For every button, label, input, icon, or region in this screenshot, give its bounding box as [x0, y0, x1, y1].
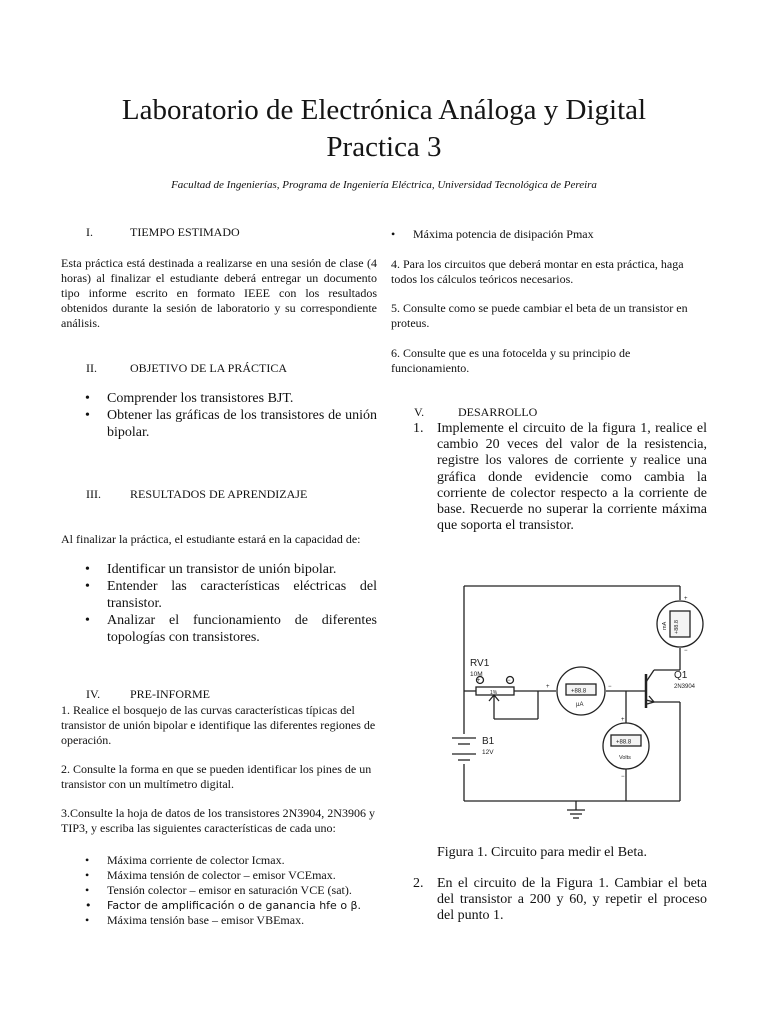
voltmeter-minus: − [621, 774, 625, 780]
list-item-number: 1. [413, 421, 424, 436]
list-item: • Entender las características eléctricas del transistor. [82, 578, 377, 612]
preinforme-item-6: 6. Consulte que es una fotocelda y su principio de funcionamiento. [391, 346, 631, 375]
section-number: V. [414, 405, 425, 419]
section-number: I. [86, 225, 93, 239]
preinforme-item-1: 1. Realice el bosquejo de las curvas características típicas del transistor de unión bipolar e identifique las diferentes regiones de operación. [61, 703, 376, 747]
section-number: III. [86, 487, 101, 501]
list-item-text: En el circuito de la Figura 1. Cambiar el beta del transistor a 200 y 60, y repetir el proceso del punto 1. [437, 876, 707, 924]
voltmeter-display: +88.8 [616, 739, 632, 746]
voltmeter-plus: + [621, 717, 625, 723]
ammeter-ua-minus: − [608, 684, 612, 690]
pot-plus: + [476, 678, 481, 684]
q1-part: 2N3904 [674, 684, 696, 690]
list-item: • Comprender los transistores BJT. [82, 390, 377, 407]
list-item [413, 421, 707, 534]
ammeter-ua-display: +88.8 [571, 688, 587, 695]
datasheet-list-continued [388, 227, 708, 242]
development-list-1 [413, 421, 707, 534]
outcomes-list [82, 561, 377, 646]
preinforme-item-3: 3.Consulte la hoja de datos de los transistores 2N3904, 2N3906 y TIP3, y escriba las siguientes características de cada uno: [61, 806, 375, 835]
list-item: • Identificar un transistor de unión bipolar. [82, 561, 377, 578]
section-number: II. [86, 361, 97, 375]
sec1-paragraph: Esta práctica está destinada a realizarse en una sesión de clase (4 horas) al finalizar el estudiante deberá entregar un documento tipo informe escrito en formato IEEE con los resultados obtenidos durante la sesión de laboratorio y su correspondiente análisis. [61, 256, 377, 330]
section-title: TIEMPO ESTIMADO [130, 225, 240, 239]
section-title: RESULTADOS DE APRENDIZAJE [130, 487, 308, 501]
preinforme-item-5: 5. Consulte como se puede cambiar el beta de un transistor en proteus. [391, 301, 688, 330]
b1-label: B1 [482, 736, 495, 747]
section-title: DESARROLLO [458, 405, 538, 419]
objectives-list [82, 390, 377, 441]
pot-minus: − [507, 678, 511, 684]
subtitle: Facultad de Ingenierías, Programa de Ingeniería Eléctrica, Universidad Tecnológica de Pereira [171, 179, 597, 191]
title-line-2: Practica 3 [326, 131, 442, 163]
list-item: • Máxima tensión base – emisor VBEmax. [82, 913, 377, 928]
list-item: • Máxima corriente de colector Icmax. [82, 853, 377, 868]
circuit-figure [440, 578, 710, 828]
sec3-intro: Al finalizar la práctica, el estudiante estará en la capacidad de: [61, 532, 361, 546]
preinforme-item-4: 4. Para los circuitos que deberá montar en esta práctica, haga todos los cálculos teóricos necesarios. [391, 257, 684, 286]
ammeter-ua-unit: µA [576, 702, 584, 708]
list-item: • Factor de amplificación o de ganancia hfe o β. [82, 898, 377, 913]
section-number: IV. [86, 687, 101, 701]
ammeter-ma-plus: + [684, 596, 688, 602]
preinforme-item-2: 2. Consulte la forma en que se pueden identificar los pines de un transistor con un multímetro digital. [61, 762, 372, 791]
ammeter-ma-display: +88.8 [674, 620, 680, 634]
list-item: • Obtener las gráficas de los transistores de unión bipolar. [82, 407, 377, 441]
rv1-label: RV1 [470, 658, 490, 669]
q1-label: Q1 [674, 670, 688, 681]
list-item-number: 2. [413, 876, 424, 891]
ammeter-ma-unit: mA [662, 621, 668, 630]
section-title: PRE-INFORME [130, 687, 211, 701]
ammeter-ma-minus: − [684, 648, 688, 654]
pot-percent: 1% [490, 690, 498, 696]
list-item-text: Implemente el circuito de la figura 1, realice el cambio 20 veces del valor de la resistencia, registre los valores de corriente y realice una gráfica donde evidencie como cambia la corriente de colector respecto a la corriente de base. Recuerde no superar la corriente máxima que soporta el transistor. [437, 421, 707, 534]
list-item: • Máxima potencia de disipación Pmax [388, 227, 708, 242]
b1-value: 12V [482, 749, 494, 756]
development-list-2 [413, 876, 707, 925]
ammeter-ua-plus: + [546, 684, 550, 690]
figure-caption: Figura 1. Circuito para medir el Beta. [437, 845, 647, 860]
section-title: OBJETIVO DE LA PRÁCTICA [130, 361, 288, 375]
list-item [413, 876, 707, 925]
list-item: • Analizar el funcionamiento de diferentes topologías con transistores. [82, 612, 377, 646]
list-item: • Tensión colector – emisor en saturación VCE (sat). [82, 883, 377, 898]
voltmeter-unit: Volts [619, 755, 631, 761]
title-line-1: Laboratorio de Electrónica Análoga y Digital [121, 94, 647, 126]
rv1-value: 10M [470, 671, 483, 678]
list-item: • Máxima tensión de colector – emisor VCEmax. [82, 868, 377, 883]
datasheet-list [82, 853, 377, 928]
